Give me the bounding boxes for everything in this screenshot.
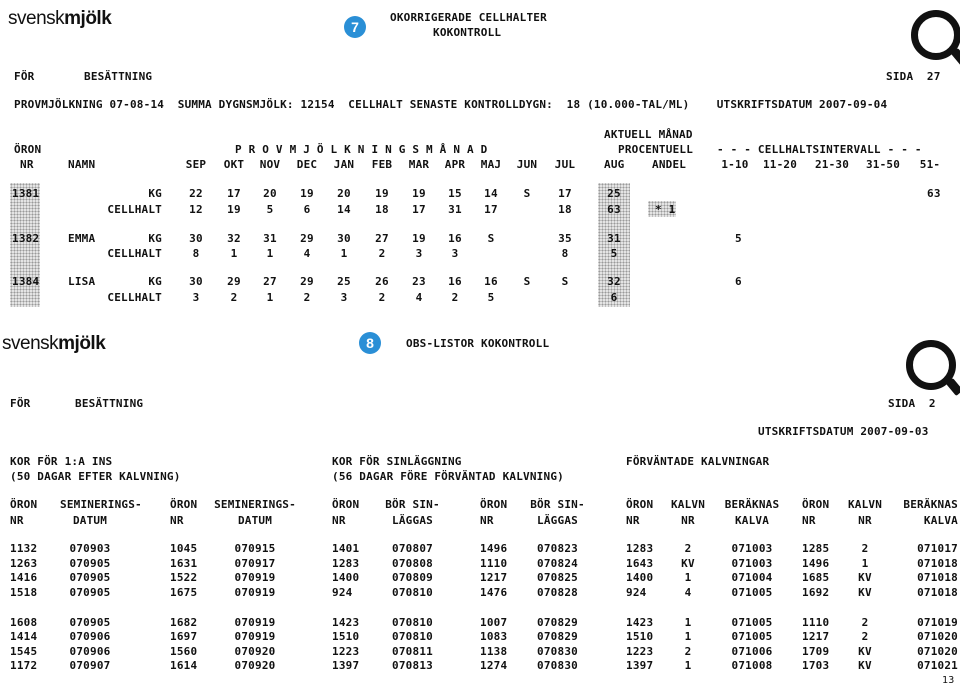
table-cell: 070905 xyxy=(69,586,111,599)
table-cell: 071018 xyxy=(917,571,958,584)
table-cell: 1400 xyxy=(626,571,654,584)
table-cell: 070917 xyxy=(234,557,276,570)
table-cell: 1007 xyxy=(480,616,508,629)
table-cell: 071017 xyxy=(917,542,958,555)
col-header-bottom: NR xyxy=(858,514,872,527)
table-cell: 070905 xyxy=(69,557,111,570)
row-month-value: 23 xyxy=(412,275,426,288)
table-cell: 070808 xyxy=(392,557,433,570)
table-cell: 1423 xyxy=(626,616,654,629)
table-cell: 070905 xyxy=(69,571,111,584)
table-cell: 1496 xyxy=(480,542,508,555)
table-cell: 1401 xyxy=(332,542,360,555)
table-cell: 1110 xyxy=(480,557,508,570)
row-name: LISA xyxy=(68,275,96,288)
table-cell: 070919 xyxy=(234,616,276,629)
row-month-value: 30 xyxy=(337,232,351,245)
row-month-value: 29 xyxy=(227,275,241,288)
row-month-value: 31 xyxy=(263,232,277,245)
table-cell: 070829 xyxy=(537,630,578,643)
row-month-value: 30 xyxy=(189,275,203,288)
table-cell: 070906 xyxy=(69,630,111,643)
row-month-value: 19 xyxy=(375,187,389,200)
row-month-value: 27 xyxy=(375,232,389,245)
row-month-value: 12 xyxy=(189,203,203,216)
table-cell: 1709 xyxy=(802,645,830,658)
row-type: CELLHALT xyxy=(107,247,162,260)
table-cell: 1697 xyxy=(170,630,198,643)
row-month-value: 17 xyxy=(227,187,241,200)
table-cell: 070903 xyxy=(69,542,111,555)
row-type: CELLHALT xyxy=(107,203,162,216)
row-oron-nr: 1381 xyxy=(12,187,40,200)
table-cell: 071008 xyxy=(731,659,773,672)
table-cell: 1397 xyxy=(332,659,360,672)
oron-shading xyxy=(10,183,40,307)
interval-header-2: 21-30 xyxy=(814,158,850,171)
row-month-value: 4 xyxy=(303,247,311,260)
andel-header: ANDEL xyxy=(652,158,687,171)
row-andel: * 1 xyxy=(655,203,676,216)
table-cell: 1522 xyxy=(170,571,198,584)
col-header-top: ÖRON xyxy=(332,498,360,511)
table-cell: 1285 xyxy=(802,542,830,555)
table-cell: 2 xyxy=(861,616,869,629)
table-cell: 1083 xyxy=(480,630,508,643)
row-month-value: 2 xyxy=(230,291,238,304)
table-cell: 2 xyxy=(861,630,869,643)
table-cell: 070813 xyxy=(392,659,433,672)
col-header-top: ÖRON xyxy=(170,498,198,511)
row-month-value: 17 xyxy=(412,203,426,216)
col-header-bottom: NR xyxy=(10,514,24,527)
table-cell: 1414 xyxy=(10,630,38,643)
row-month-value: 19 xyxy=(412,187,426,200)
col-header-bottom: DATUM xyxy=(237,514,273,527)
procentuell-header: PROCENTUELL xyxy=(618,143,694,156)
table-cell: 1685 xyxy=(802,571,830,584)
table-cell: KV xyxy=(858,571,872,584)
month-header-5: FEB xyxy=(371,158,393,171)
table-cell: 070824 xyxy=(537,557,578,570)
col-header-top: SEMINERINGS- xyxy=(214,498,296,511)
row-month-value: 19 xyxy=(300,187,314,200)
table-cell: 070807 xyxy=(392,542,433,555)
table-cell: 1 xyxy=(684,616,692,629)
table-cell: 070830 xyxy=(537,645,578,658)
table-cell: 1423 xyxy=(332,616,360,629)
row-month-value: 29 xyxy=(300,275,314,288)
table-cell: 1045 xyxy=(170,542,198,555)
for-label-2: FÖR xyxy=(10,397,31,410)
row-month-value: 14 xyxy=(484,187,498,200)
row-month-value: 29 xyxy=(300,232,314,245)
month-header-2: NOV xyxy=(259,158,281,171)
table-cell: KV xyxy=(681,557,695,570)
page-number-label: SIDA 27 xyxy=(886,70,941,83)
col-header-top: BÖR SIN- xyxy=(530,498,585,511)
table-cell: 1172 xyxy=(10,659,38,672)
table-cell: 070810 xyxy=(392,586,433,599)
table-cell: 071005 xyxy=(731,586,773,599)
col-header-bottom: KALVA xyxy=(734,514,770,527)
col-header-bottom: NR xyxy=(170,514,184,527)
col-header-top: KALVN xyxy=(670,498,706,511)
table-cell: 071006 xyxy=(731,645,773,658)
col-header-top: ÖRON xyxy=(626,498,654,511)
row-aug-value: 25 xyxy=(607,187,621,200)
obs-title: OBS-LISTOR KOKONTROLL xyxy=(406,337,550,350)
table-cell: 070829 xyxy=(537,616,578,629)
row-month-value: 19 xyxy=(227,203,241,216)
row-month-value: S xyxy=(487,232,495,245)
table-cell: 1217 xyxy=(802,630,830,643)
table-cell: 1545 xyxy=(10,645,38,658)
row-interval-value: 5 xyxy=(735,232,742,245)
row-month-value: 4 xyxy=(415,291,423,304)
month-header-6: MAR xyxy=(408,158,430,171)
table-cell: 071019 xyxy=(917,616,958,629)
table-cell: 1510 xyxy=(626,630,654,643)
row-type: KG xyxy=(148,187,162,200)
col-header-bottom: NR xyxy=(332,514,346,527)
row-month-value: 32 xyxy=(227,232,241,245)
svenskmjolk-logo: svenskmjölk xyxy=(8,8,112,29)
col-header-bottom: LÄGGAS xyxy=(537,514,578,527)
utskriftsdatum: UTSKRIFTSDATUM 2007-09-03 xyxy=(758,425,929,438)
table-cell: 924 xyxy=(332,586,353,599)
table-cell: 070830 xyxy=(537,659,578,672)
row-month-value: 35 xyxy=(558,232,572,245)
table-cell: 1614 xyxy=(170,659,198,672)
month-header-4: JAN xyxy=(333,158,355,171)
interval-header-3: 31-50 xyxy=(865,158,901,171)
col-header-top: ÖRON xyxy=(480,498,508,511)
row-month-value: 27 xyxy=(263,275,277,288)
row-month-value: 2 xyxy=(378,291,386,304)
table-cell: 071020 xyxy=(917,630,958,643)
table-cell: KV xyxy=(858,645,872,658)
table-cell: 1631 xyxy=(170,557,198,570)
row-month-value: 17 xyxy=(558,187,572,200)
col-header-bottom: NR xyxy=(480,514,494,527)
row-interval-value: 63 xyxy=(927,187,941,200)
table-cell: 1223 xyxy=(332,645,360,658)
besattning-label-2: BESÄTTNING xyxy=(75,397,144,410)
q-quality-logo-2 xyxy=(906,340,956,390)
table-cell: 070919 xyxy=(234,571,276,584)
row-month-value: 16 xyxy=(448,275,462,288)
interval-header-4: 51- xyxy=(919,158,941,171)
table-cell: 1263 xyxy=(10,557,38,570)
page-title-line2: KOKONTROLL xyxy=(433,26,502,39)
table-cell: 1682 xyxy=(170,616,198,629)
col-header-top: BERÄKNAS xyxy=(724,498,780,511)
row-type: KG xyxy=(148,232,162,245)
month-header-1: OKT xyxy=(223,158,245,171)
row-interval-value: 6 xyxy=(735,275,742,288)
nr-header: NR xyxy=(20,158,34,171)
row-month-value: 6 xyxy=(303,203,311,216)
table-cell: 1692 xyxy=(802,586,830,599)
table-cell: 1 xyxy=(684,571,692,584)
row-month-value: 31 xyxy=(448,203,462,216)
oron-header: ÖRON xyxy=(14,143,42,156)
aug-header: AUG xyxy=(604,158,625,171)
row-oron-nr: 1382 xyxy=(12,232,40,245)
forvantade-title: FÖRVÄNTADE KALVNINGAR xyxy=(626,455,770,468)
row-aug-value: 63 xyxy=(607,203,621,216)
row-name: EMMA xyxy=(68,232,96,245)
table-cell: 1132 xyxy=(10,542,38,555)
row-month-value: 3 xyxy=(415,247,423,260)
table-cell: 070905 xyxy=(69,616,111,629)
table-cell: 071003 xyxy=(731,557,773,570)
table-cell: 1476 xyxy=(480,586,508,599)
row-month-value: 3 xyxy=(192,291,200,304)
table-cell: 070828 xyxy=(537,586,578,599)
table-cell: 1223 xyxy=(626,645,654,658)
table-cell: 070809 xyxy=(392,571,433,584)
table-cell: 1283 xyxy=(332,557,360,570)
row-month-value: 18 xyxy=(375,203,389,216)
month-header-7: APR xyxy=(444,158,466,171)
table-cell: 1110 xyxy=(802,616,830,629)
row-month-value: 15 xyxy=(448,187,462,200)
table-cell: 2 xyxy=(861,542,869,555)
row-month-value: 1 xyxy=(230,247,238,260)
table-cell: 070810 xyxy=(392,616,433,629)
row-month-value: 2 xyxy=(378,247,386,260)
table-cell: 070823 xyxy=(537,542,578,555)
table-cell: 924 xyxy=(626,586,647,599)
table-cell: KV xyxy=(858,659,872,672)
row-oron-nr: 1384 xyxy=(12,275,40,288)
row-month-value: 5 xyxy=(487,291,495,304)
table-cell: 071003 xyxy=(731,542,773,555)
row-month-value: 5 xyxy=(266,203,274,216)
col-header-bottom: NR xyxy=(681,514,695,527)
page-title-line1: OKORRIGERADE CELLHALTER xyxy=(390,11,547,24)
row-month-value: 26 xyxy=(375,275,389,288)
row-month-value: 20 xyxy=(337,187,351,200)
table-cell: 070915 xyxy=(234,542,276,555)
row-month-value: 20 xyxy=(263,187,277,200)
row-type: KG xyxy=(148,275,162,288)
row-month-value: S xyxy=(561,275,569,288)
table-cell: 071004 xyxy=(731,571,773,584)
table-cell: 1518 xyxy=(10,586,38,599)
table-cell: KV xyxy=(858,586,872,599)
besattning-label: BESÄTTNING xyxy=(84,70,153,83)
kor-ins-subtitle: (50 DAGAR EFTER KALVNING) xyxy=(10,470,181,483)
row-month-value: 22 xyxy=(189,187,203,200)
col-header-bottom: LÄGGAS xyxy=(392,514,433,527)
table-cell: 071021 xyxy=(917,659,958,672)
col-header-top: BÖR SIN- xyxy=(385,498,440,511)
row-aug-value: 32 xyxy=(607,275,621,288)
col-header-top: SEMINERINGS- xyxy=(60,498,142,511)
kor-sin-subtitle: (56 DAGAR FÖRE FÖRVÄNTAD KALVNING) xyxy=(332,470,564,483)
namn-header: NAMN xyxy=(68,158,96,171)
table-cell: 071005 xyxy=(731,630,773,643)
table-cell: 1416 xyxy=(10,571,38,584)
row-month-value: 1 xyxy=(266,247,274,260)
table-cell: 071018 xyxy=(917,586,958,599)
q-quality-logo xyxy=(911,10,960,60)
col-header-bottom: NR xyxy=(626,514,640,527)
footer-page-number: 13 xyxy=(942,675,955,686)
svenskmjolk-logo-2: svenskmjölk xyxy=(2,333,106,354)
table-cell: 2 xyxy=(684,645,692,658)
info-line: PROVMJÖLKNING 07-08-14 SUMMA DYGNSMJÖLK: 12154 CELLHALT SENASTE KONTROLLDYGN: 18 (10.000-TAL/ML) UTSKRIFTSDATUM 2007-09-04 xyxy=(14,98,888,111)
row-month-value: 18 xyxy=(558,203,572,216)
row-type: CELLHALT xyxy=(107,291,162,304)
row-month-value: 8 xyxy=(192,247,200,260)
table-cell: 070907 xyxy=(69,659,111,672)
row-month-value: S xyxy=(523,275,531,288)
col-header-bottom: NR xyxy=(802,514,816,527)
page-number-label-2: SIDA 2 xyxy=(888,397,936,410)
kor-ins-title: KOR FÖR 1:A INS xyxy=(10,455,113,468)
aktuell-manad-header: AKTUELL MÅNAD xyxy=(604,128,693,141)
table-cell: 071018 xyxy=(917,557,958,570)
section-badge-7: 7 xyxy=(344,16,366,38)
table-cell: 070920 xyxy=(234,645,276,658)
row-aug-value: 5 xyxy=(610,247,618,260)
table-cell: 1217 xyxy=(480,571,508,584)
month-header-3: DEC xyxy=(296,158,318,171)
row-month-value: 14 xyxy=(337,203,351,216)
row-month-value: 16 xyxy=(484,275,498,288)
table-cell: 1608 xyxy=(10,616,38,629)
provmanad-header: P R O V M J Ö L K N I N G S M Å N A D xyxy=(235,143,488,156)
month-header-0: SEP xyxy=(185,158,207,171)
row-month-value: 2 xyxy=(303,291,311,304)
row-month-value: 3 xyxy=(340,291,348,304)
table-cell: 1703 xyxy=(802,659,830,672)
table-cell: 070906 xyxy=(69,645,111,658)
table-cell: 4 xyxy=(684,586,692,599)
interval-header-1: 11-20 xyxy=(762,158,798,171)
cellhaltsintervall-header: - - - CELLHALTSINTERVALL - - - xyxy=(717,143,922,156)
table-cell: 070919 xyxy=(234,630,276,643)
col-header-top: KALVN xyxy=(847,498,883,511)
row-aug-value: 6 xyxy=(610,291,618,304)
row-aug-value: 31 xyxy=(607,232,621,245)
interval-header-0: 1-10 xyxy=(721,158,749,171)
table-cell: 1138 xyxy=(480,645,508,658)
table-cell: 1274 xyxy=(480,659,508,672)
table-cell: 070920 xyxy=(234,659,276,672)
month-header-8: MAJ xyxy=(480,158,502,171)
month-header-9: JUN xyxy=(516,158,538,171)
table-cell: 1 xyxy=(684,659,692,672)
row-month-value: 30 xyxy=(189,232,203,245)
table-cell: 1510 xyxy=(332,630,360,643)
table-cell: 1643 xyxy=(626,557,654,570)
row-month-value: 17 xyxy=(484,203,498,216)
row-month-value: S xyxy=(523,187,531,200)
table-cell: 070811 xyxy=(392,645,433,658)
table-cell: 2 xyxy=(684,542,692,555)
row-month-value: 16 xyxy=(448,232,462,245)
table-cell: 1400 xyxy=(332,571,360,584)
for-label: FÖR xyxy=(14,70,35,83)
section-badge-8: 8 xyxy=(359,332,381,354)
col-header-top: ÖRON xyxy=(802,498,830,511)
row-month-value: 25 xyxy=(337,275,351,288)
row-month-value: 1 xyxy=(266,291,274,304)
table-cell: 1496 xyxy=(802,557,830,570)
col-header-top: BERÄKNAS xyxy=(903,498,958,511)
table-cell: 1 xyxy=(684,630,692,643)
col-header-top: ÖRON xyxy=(10,498,38,511)
table-cell: 071005 xyxy=(731,616,773,629)
month-header-10: JUL xyxy=(554,158,576,171)
table-cell: 1397 xyxy=(626,659,654,672)
table-cell: 1560 xyxy=(170,645,198,658)
kor-sin-title: KOR FÖR SINLÄGGNING xyxy=(332,455,462,468)
table-cell: 1675 xyxy=(170,586,198,599)
col-header-bottom: DATUM xyxy=(72,514,108,527)
col-header-bottom: KALVA xyxy=(923,514,958,527)
row-month-value: 19 xyxy=(412,232,426,245)
row-month-value: 1 xyxy=(340,247,348,260)
table-cell: 1 xyxy=(861,557,869,570)
table-cell: 070825 xyxy=(537,571,578,584)
table-cell: 070810 xyxy=(392,630,433,643)
row-month-value: 2 xyxy=(451,291,459,304)
table-cell: 071020 xyxy=(917,645,958,658)
table-cell: 1283 xyxy=(626,542,654,555)
table-cell: 070919 xyxy=(234,586,276,599)
row-month-value: 8 xyxy=(561,247,569,260)
aug-shading xyxy=(598,183,630,307)
row-month-value: 3 xyxy=(451,247,459,260)
